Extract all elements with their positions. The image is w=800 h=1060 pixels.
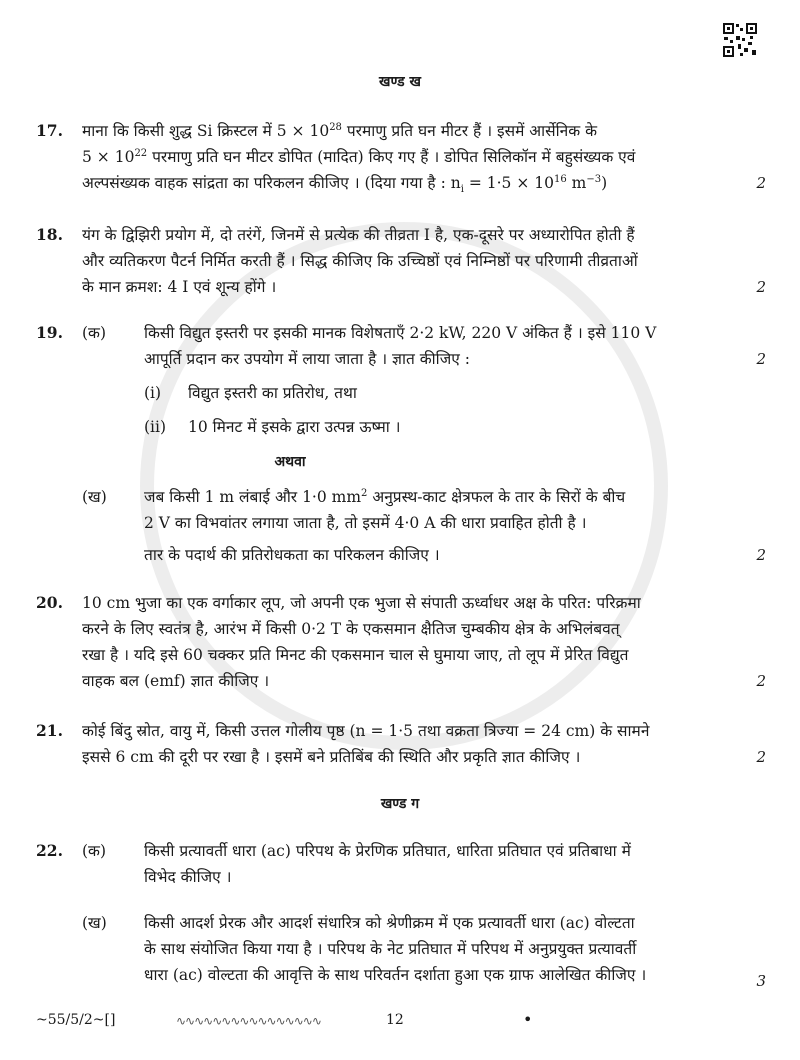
section-title-b: खण्ड ख (379, 74, 421, 90)
marks: 2 (756, 278, 766, 296)
paper-code: ~55/5/2~[] (36, 1012, 116, 1028)
marks: 2 (756, 174, 766, 192)
wave-decoration: ∿∿∿∿∿∿∿∿∿∿∿∿∿∿∿∿ (176, 1014, 321, 1028)
question-text: यंग के द्विझिरी प्रयोग में, दो तरंगें, जिनमें से प्रत्येक की तीव्रता I है, एक-दूसरे पर अध्यारोपित होती हैं और व्यतिकरण पैटर्न निर्मित करती हैं । सिद्ध कीजिए कि उच्चिष्ठों एवं निम्निष्ठों पर परिणामी तीव्रताओं के मान क्रमश: 4 I एवं शून्य होंगे । (82, 226, 638, 296)
question-text: किसी आदर्श प्रेरक और आदर्श संधारित्र को श्रेणीक्रम में एक प्रत्यावर्ती धारा (ac) वोल्टता के साथ संयोजित किया गया है । परिपथ के नेट प्रतिघात में परिपथ में अनुप्रयुक्त प्रत्यावर्ती धारा (ac) वोल्टता की आवृत्ति के साथ परिवर्तन दर्शाता हुआ एक ग्राफ आलेखित कीजिए । (144, 914, 647, 984)
question-text: 10 cm भुजा का एक वर्गाकार लूप, जो अपनी एक भुजा से संपाती ऊर्ध्वाधर अक्ष के परित: परिक्रमा करने के लिए स्वतंत्र है, आरंभ में किसी 0·2 T के एकसमान क्षैतिज चुम्बकीय क्षेत्र के अभिलंबवत् रखा है । यदि इसे 60 चक्कर प्रति मिनट की एकसमान चाल से घुमाया जाए, तो लूप में प्रेरित विद्युत वाहक बल (emf) ज्ञात कीजिए । (82, 594, 641, 690)
qr-code-icon (722, 22, 758, 58)
question-number: 20. (36, 593, 63, 612)
item-label: (i) (144, 384, 162, 402)
question-text: किसी प्रत्यावर्ती धारा (ac) परिपथ के प्रेरणिक प्रतिघात, धारिता प्रतिघात एवं प्रतिबाधा में विभेद कीजिए । (144, 842, 631, 886)
sub-label-a: (क) (82, 324, 106, 342)
sub-label-a: (क) (82, 842, 106, 860)
item-text: विद्युत इस्तरी का प्रतिरोध, तथा (188, 384, 357, 402)
question-number: 17. (36, 121, 63, 140)
or-label: अथवा (274, 454, 306, 470)
question-number: 18. (36, 225, 63, 244)
question-text: माना कि किसी शुद्ध Si क्रिस्टल में $5 \times 10^{28}$ परमाणु प्रति घन मीटर हैं । इसमें आर्सेनिक के $5 \times 10^{22}$ परमाणु प्रति घन मीटर डोपित (मादित) किए गए हैं । डोपित सिलिकॉन में बहुसंख्यक एवं अल्पसंख्यक वाहक सांद्रता का परिकलन कीजिए । (दिया गया है : $n_i = 1\cdot 5 \times 10^{16}$ $m^{-3}$) (82, 121, 636, 196)
question-number: 19. (36, 323, 63, 342)
marks: 2 (756, 546, 766, 564)
marks: 2 (756, 672, 766, 690)
marks: 3 (756, 972, 766, 990)
question-text: कोई बिंदु स्रोत, वायु में, किसी उत्तल गोलीय पृष्ठ (n = 1·5 तथा वक्रता त्रिज्या = 24 cm) के सामने इससे 6 cm की दूरी पर रखा है । इसमें बने प्रतिबिंब की स्थिति और प्रकृति ज्ञात कीजिए । (82, 722, 650, 766)
section-title-c: खण्ड ग (380, 796, 420, 812)
question-text: किसी विद्युत इस्तरी पर इसकी मानक विशेषताएँ 2·2 kW, 220 V अंकित हैं । इसे 110 V आपूर्ति प्रदान कर उपयोग में लाया जाता है । ज्ञात कीजिए : (144, 324, 657, 368)
item-label: (ii) (144, 418, 167, 436)
marks: 2 (756, 350, 766, 368)
question-number: 22. (36, 841, 63, 860)
question-text: जब किसी 1 m लंबाई और 1·0 $mm^2$ अनुप्रस्थ-काट क्षेत्रफल के तार के सिरों के बीच 2 V का विभवांतर लगाया जाता है, तो इसमें 4·0 A की धारा प्रवाहित होती है । तार के पदार्थ की प्रतिरोधकता का परिकलन कीजिए । (144, 487, 626, 564)
item-text: 10 मिनट में इसके द्वारा उत्पन्न ऊष्मा । (188, 418, 401, 436)
bullet-dot: • (523, 1010, 533, 1029)
page-number: 12 (386, 1012, 404, 1028)
sub-label-b: (ख) (82, 914, 107, 932)
sub-label-b: (ख) (82, 488, 107, 506)
marks: 2 (756, 748, 766, 766)
question-number: 21. (36, 721, 63, 740)
